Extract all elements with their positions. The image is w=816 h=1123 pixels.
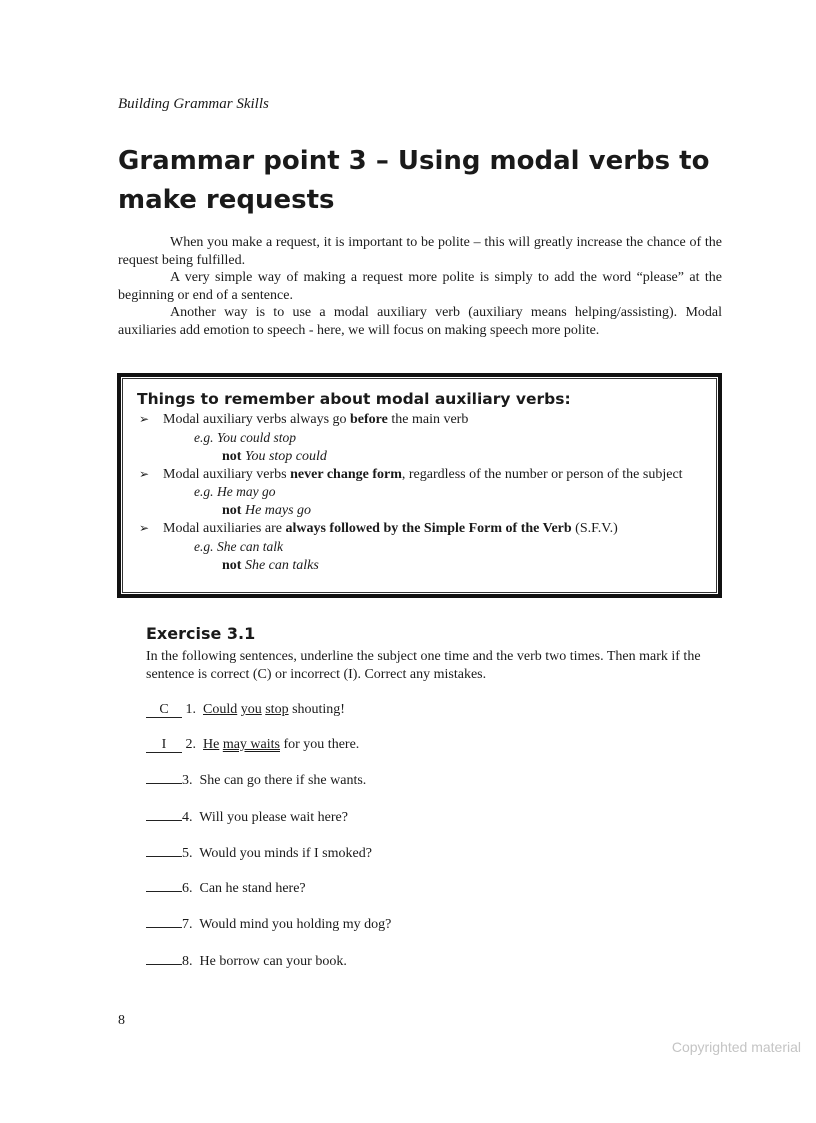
exercise-item-2: I 2. He may waits for you there. — [146, 737, 359, 753]
rule-counterexample: not He mays go — [222, 503, 312, 518]
callout-box — [117, 373, 722, 598]
rule-text: Modal auxiliary verbs always go before the main verb — [163, 412, 469, 427]
intro-paragraph: A very simple way of making a request more polite is simply to add the word “please” at the beginning or end of a sentence. — [118, 270, 722, 303]
answer-blank[interactable] — [146, 964, 182, 965]
rule-example: e.g. He may go — [194, 484, 276, 499]
rule-counterexample: not She can talks — [222, 557, 319, 573]
rule-counterexample: not You stop could — [222, 448, 327, 464]
exercise-item-4: 4. Will you please wait here? — [146, 810, 348, 826]
underlined-subject: He — [203, 737, 220, 752]
rule-item — [137, 520, 702, 538]
exercise-instructions: In the following sentences, underline the subject one time and the verb two times. Then mark if the sentence is correct (C) or incorrect (I). Correct any mistakes. — [146, 649, 701, 682]
callout-title: Things to remember about modal auxiliary verbs: — [137, 390, 571, 408]
exercise-item-5: 5. Would you minds if I smoked? — [146, 846, 372, 862]
rule-example: e.g. You could stop — [194, 429, 297, 445]
answer-blank[interactable]: I — [146, 738, 182, 753]
rule-item — [137, 411, 702, 429]
page-title: Grammar point 3 – Using modal verbs to make requests — [118, 146, 710, 215]
page-number: 8 — [118, 1013, 125, 1028]
exercise-item-1: C 1. Could you stop shouting! — [146, 702, 345, 718]
exercise-item-8: 8. He borrow can your book. — [146, 954, 347, 970]
underlined-verb: stop — [265, 702, 289, 717]
rule-example: e.g. She can talk — [194, 538, 283, 554]
exercise-item-7: 7. Would mind you holding my dog? — [146, 917, 391, 933]
rule-text: Modal auxiliaries are always followed by the Simple Form of the Verb (S.F.V.) — [163, 521, 618, 536]
answer-blank[interactable] — [146, 856, 182, 857]
arrow-bullet-icon: ➢ — [139, 521, 150, 535]
answer-blank[interactable] — [146, 783, 182, 784]
exercise-title: Exercise 3.1 — [146, 624, 256, 643]
intro-paragraph: Another way is to use a modal auxiliary verb (auxiliary means helping/assisting). Modal auxiliaries add emotion to speech - here, we will focus on making speech more polite. — [118, 305, 722, 338]
copyright-watermark: Copyrighted material — [671, 1039, 801, 1055]
exercise-item-6: 6. Can he stand here? — [146, 881, 306, 897]
answer-blank[interactable]: C — [146, 703, 182, 718]
underlined-subject: you — [240, 702, 262, 717]
rule-item — [137, 466, 702, 484]
exercise-item-3: 3. She can go there if she wants. — [146, 773, 366, 789]
answer-blank[interactable] — [146, 891, 182, 892]
arrow-bullet-icon: ➢ — [139, 412, 150, 426]
double-underlined-verb: may waits — [222, 737, 280, 752]
answer-blank[interactable] — [146, 820, 182, 821]
intro-text — [118, 234, 722, 339]
rule-text: Modal auxiliary verbs never change form, regardless of the number or person of the subject — [163, 466, 683, 482]
intro-paragraph: When you make a request, it is important to be polite – this will greatly increase the chance of the request being fulfilled. — [118, 235, 722, 268]
running-head: Building Grammar Skills — [118, 96, 269, 112]
underlined-subject: Could — [203, 702, 238, 717]
answer-blank[interactable] — [146, 927, 182, 928]
arrow-bullet-icon: ➢ — [139, 466, 150, 481]
